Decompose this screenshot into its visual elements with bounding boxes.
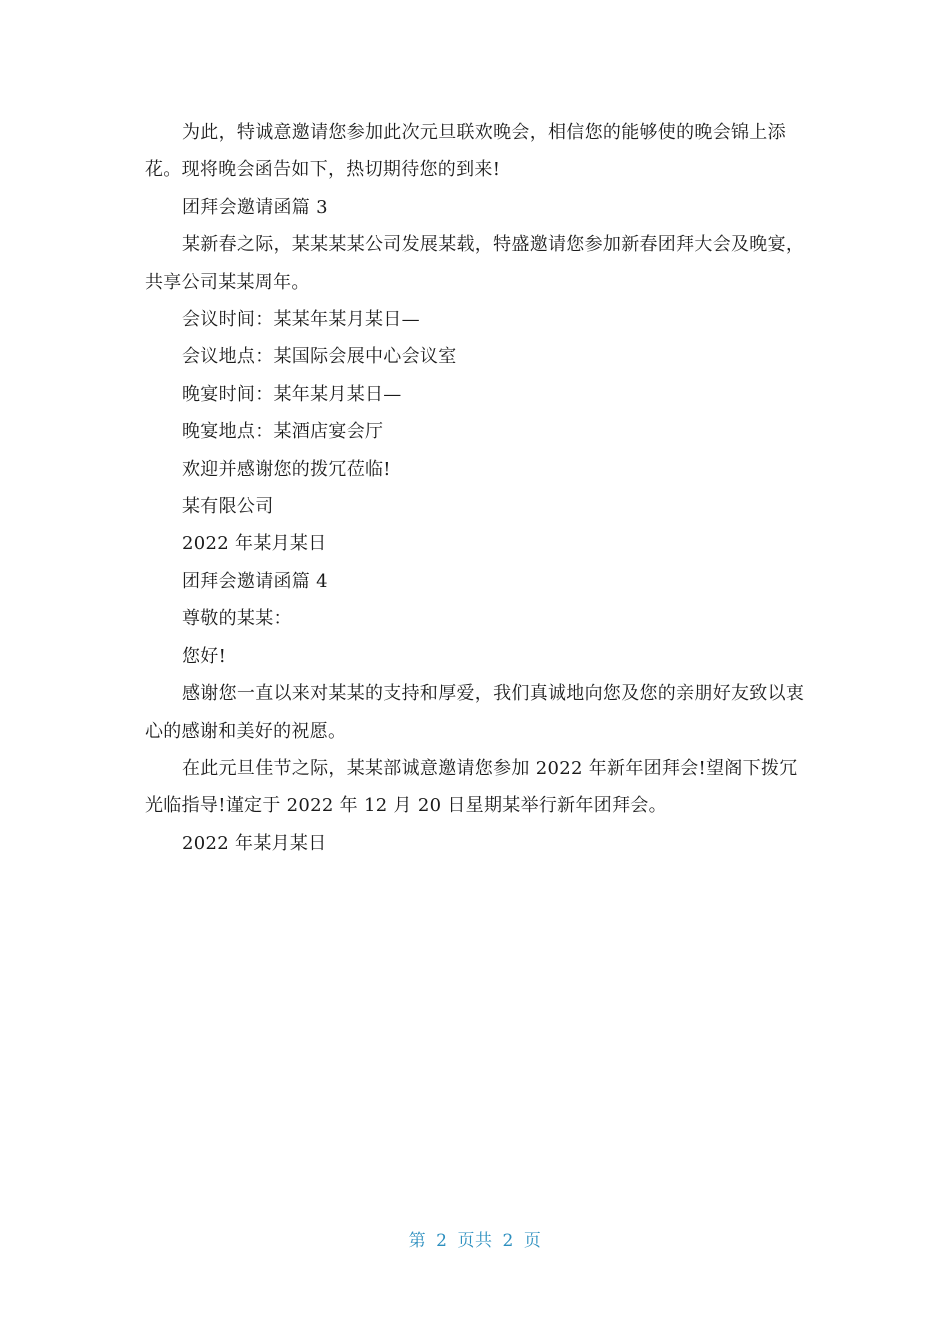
greeting: 您好! [182, 645, 227, 667]
signature-company: 某有限公司 [182, 496, 274, 518]
paragraph: 某新春之际，某某某某公司发展某载，特盛邀请您参加新春团拜大会及晚宴，共享公司某某周年。 [145, 234, 805, 293]
footer-total-pages: 2 [502, 1231, 514, 1251]
banquet-time-line: 晚宴时间：某年某月某日— [182, 383, 402, 405]
meeting-location-line: 会议地点：某国际会展中心会议室 [182, 346, 457, 368]
banquet-location-line: 晚宴地点：某酒店宴会厅 [182, 421, 384, 443]
paragraph: 在此元旦佳节之际，某某部诚意邀请您参加 2022 年新年团拜会!望阁下拨冗光临指导!谨定于 2022 年 12 月 20 日星期某举行新年团拜会。 [145, 757, 798, 817]
welcome-line: 欢迎并感谢您的拨冗莅临! [182, 458, 391, 480]
signature-date: 2022 年某月某日 [182, 832, 327, 854]
footer-middle: 页共 [457, 1231, 493, 1251]
paragraph: 感谢您一直以来对某某的支持和厚爱，我们真诚地向您及您的亲朋好友致以衷心的感谢和美好的祝愿。 [145, 683, 805, 742]
section-heading: 团拜会邀请函篇 3 [182, 196, 328, 218]
footer-suffix: 页 [523, 1231, 542, 1251]
page-footer [0, 1226, 950, 1251]
section-heading: 团拜会邀请函篇 4 [182, 570, 328, 592]
footer-prefix: 第 [408, 1231, 427, 1251]
footer-current-page: 2 [436, 1231, 448, 1251]
signature-date: 2022 年某月某日 [182, 533, 327, 555]
salutation: 尊敬的某某： [182, 608, 292, 630]
document-body [145, 114, 805, 862]
paragraph: 为此，特诚意邀请您参加此次元旦联欢晚会，相信您的能够使的晚会锦上添花。现将晚会函告如下，热切期待您的到来! [145, 122, 786, 181]
meeting-time-line: 会议时间：某某年某月某日— [182, 309, 420, 331]
